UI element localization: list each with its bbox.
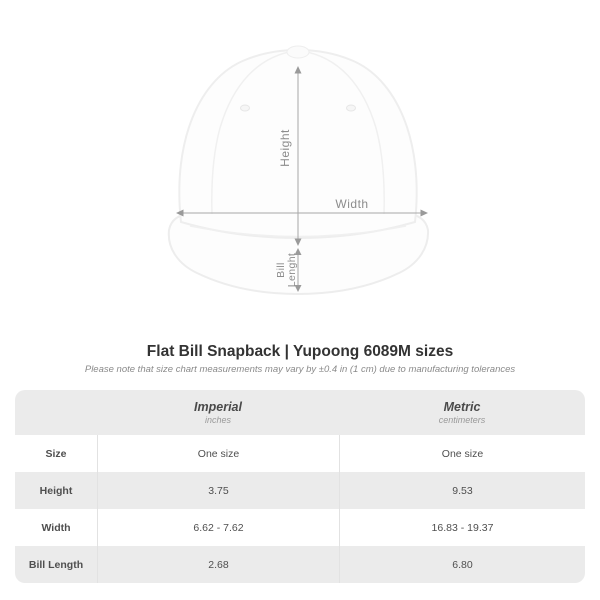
metric-unit: centimeters (438, 415, 486, 425)
page-title: Flat Bill Snapback | Yupoong 6089M sizes (146, 343, 454, 360)
imperial-unit: inches (204, 415, 231, 425)
metric-value: One size (339, 435, 585, 472)
hat-eyelet-right (347, 105, 356, 111)
row-label: Height (39, 484, 73, 497)
bill-length-label-line1: Bill (275, 262, 287, 278)
table-row-bill-length (15, 546, 585, 583)
header-imperial (97, 390, 339, 435)
metric-label: Metric (443, 400, 481, 414)
row-label: Size (45, 447, 67, 460)
tolerance-note: Please note that size chart measurements may vary by ±0.4 in (1 cm) due to manufacturing tolerances (84, 364, 516, 375)
table-row-size (15, 435, 585, 472)
metric-value: 16.83 - 19.37 (339, 509, 585, 546)
imperial-label: Imperial (194, 400, 242, 414)
row-label: Bill Length (28, 558, 84, 571)
table-row-width (15, 509, 585, 546)
row-label: Width (41, 521, 71, 534)
imperial-value: One size (97, 435, 339, 472)
imperial-value: 2.68 (97, 546, 339, 583)
hat-top-button (287, 46, 309, 58)
width-label: Width (335, 197, 369, 211)
height-label: Height (278, 129, 292, 167)
metric-value: 9.53 (339, 472, 585, 509)
imperial-value: 3.75 (97, 472, 339, 509)
size-table-header (15, 390, 585, 435)
metric-value: 6.80 (339, 546, 585, 583)
bill-length-label-line2: Lenght (286, 252, 298, 288)
table-row-height (15, 472, 585, 509)
imperial-value: 6.62 - 7.62 (97, 509, 339, 546)
header-spacer (15, 390, 97, 435)
header-metric (339, 390, 585, 435)
hat-eyelet-left (241, 105, 250, 111)
size-table (15, 390, 585, 583)
